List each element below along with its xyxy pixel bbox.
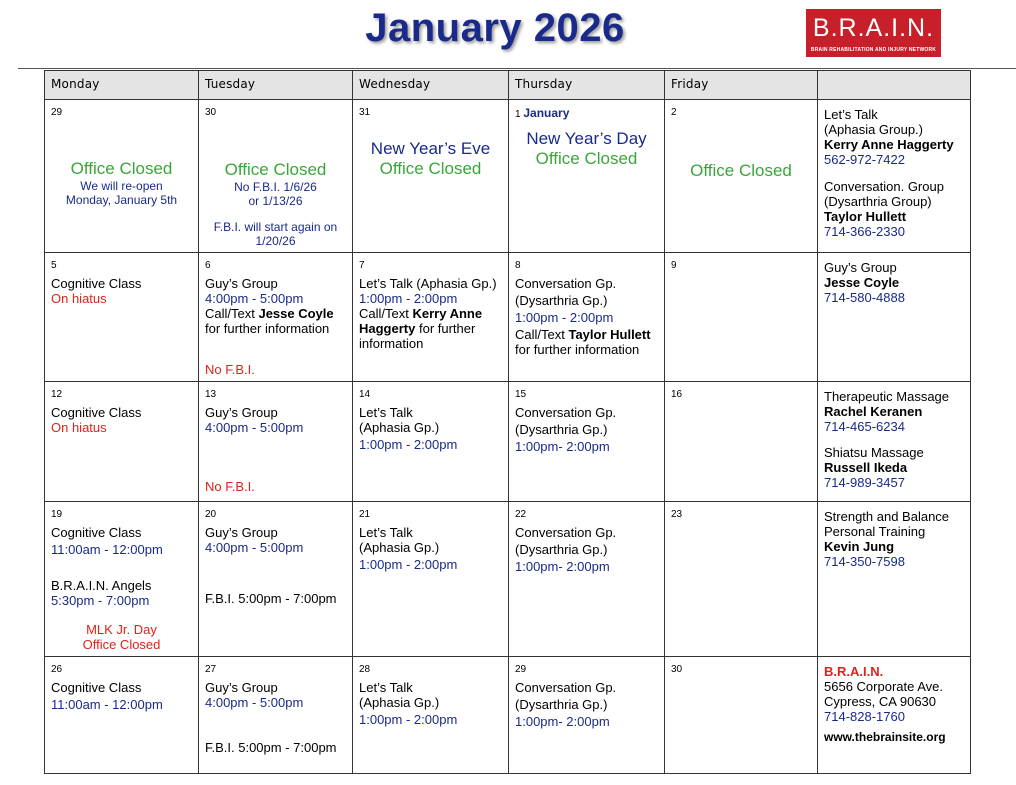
day-cell-jan-5 [45,253,199,382]
event-title: Let’s Talk [359,405,413,420]
event-time: 11:00am - 12:00pm [51,542,163,557]
day-number: 21 [359,509,371,520]
day-number: 31 [359,107,371,118]
reopen-date: Monday, January 5th [65,193,178,207]
program-name: Shiatsu Massage [824,445,924,460]
program-subtitle: Personal Training [824,524,926,539]
event-status: On hiatus [51,420,107,435]
day-cell-jan-8 [509,253,665,382]
side-cell-week-1 [818,100,971,253]
fbi-status: No F.B.I. [205,362,255,377]
event-time: 1:00pm- 2:00pm [515,439,610,454]
event-title: Conversation Gp. [515,405,617,420]
org-phone: 714-828-1760 [824,709,905,724]
event-title: Conversation Gp. [515,276,617,291]
org-address-street: 5656 Corporate Ave. [824,679,944,694]
event-time: 4:00pm - 5:00pm [205,291,304,306]
contact-name: Kevin Jung [824,539,895,554]
event-subtitle: (Dysarthria Gp.) [515,293,608,308]
day-number: 15 [515,389,527,400]
office-closed-label: Office Closed [690,161,792,180]
day-number: 16 [671,389,683,400]
office-closed-label: Office Closed [70,159,173,178]
day-cell-jan-2 [665,100,818,253]
fbi-time: F.B.I. 5:00pm - 7:00pm [205,591,337,606]
day-cell-jan-21 [353,502,509,657]
day-cell-jan-22 [509,502,665,657]
event-status: On hiatus [51,291,107,306]
brain-logo [806,9,941,57]
contact-name: Kerry Anne [412,306,483,321]
day-number: 30 [205,107,217,118]
fbi-time: F.B.I. 5:00pm - 7:00pm [205,740,337,755]
day-cell-jan-7 [353,253,509,382]
header-side [818,71,971,100]
day-number: 26 [51,664,63,675]
day-cell-jan-16 [665,382,818,502]
day-cell-jan-1 [509,100,665,253]
contact-suffix: for further information [515,342,640,357]
day-number: 6 [205,260,211,271]
day-cell-jan-6 [199,253,353,382]
event-title-2: B.R.A.I.N. Angels [51,578,152,593]
day-number: 29 [51,107,63,118]
header-monday: Monday [45,71,199,100]
event-subtitle: (Aphasia Gp.) [359,420,440,435]
day-cell-jan-23 [665,502,818,657]
day-number: 13 [205,389,217,400]
logo-mark: B.R.A.I.N. [812,14,935,42]
day-number: 2 [671,107,677,118]
day-number: 12 [51,389,63,400]
fbi-status: No F.B.I. [205,479,255,494]
fbi-note-2: or 1/13/26 [248,194,303,208]
day-number: 7 [359,260,365,271]
contact-suffix-2: information [359,336,424,351]
contact-name: Jesse Coyle [258,306,334,321]
contact-prefix: Call/Text [359,306,413,321]
program-name: Let’s Talk [824,107,878,122]
contact-phone: 714-350-7598 [824,554,905,569]
side-cell-week-2 [818,253,971,382]
day-cell-jan-29 [509,657,665,774]
side-cell-week-3 [818,382,971,502]
office-closed-label: Office Closed [82,637,161,652]
contact-phone: 714-366-2330 [824,224,905,239]
day-number: 22 [515,509,527,520]
office-closed-label: Office Closed [535,149,638,168]
day-cell-jan-9 [665,253,818,382]
program-name: Strength and Balance [824,509,950,524]
office-closed-label: Office Closed [379,159,482,178]
event-title: Let’s Talk [359,525,413,540]
contact-name: Russell Ikeda [824,460,908,475]
event-time: 1:00pm- 2:00pm [515,714,610,729]
day-cell-jan-26 [45,657,199,774]
contact-prefix: Call/Text [515,327,569,342]
day-cell-jan-13 [199,382,353,502]
program-name: Therapeutic Massage [824,389,950,404]
header-tuesday: Tuesday [199,71,353,100]
day-number: 9 [671,260,677,271]
header-divider [18,68,1016,69]
holiday-name: New Year’s Day [526,129,647,148]
org-address-city: Cypress, CA 90630 [824,694,937,709]
contact-name: Taylor Hullett [824,209,907,224]
day-number: 23 [671,509,683,520]
contact-line [515,327,658,342]
week-row-3 [45,382,971,502]
office-closed-label: Office Closed [224,160,327,179]
day-cell-dec-30 [199,100,353,253]
event-subtitle: (Aphasia Gp.) [359,695,440,710]
contact-line [359,306,502,321]
day-cell-jan-20 [199,502,353,657]
day-cell-jan-28 [353,657,509,774]
day-cell-jan-12 [45,382,199,502]
event-subtitle: (Aphasia Gp.) [359,540,440,555]
event-time: 4:00pm - 5:00pm [205,420,304,435]
day-cell-jan-30 [665,657,818,774]
day-number: 29 [515,664,527,675]
month-label: January [523,106,570,120]
header-friday: Friday [665,71,818,100]
event-title: Let’s Talk [359,680,413,695]
program-name: Conversation. Group [824,179,944,194]
calendar-grid [44,70,971,774]
day-number: 19 [51,509,63,520]
event-title: Cognitive Class [51,680,142,695]
contact-suffix: for further information [205,321,330,336]
logo-subtitle: BRAIN REHABILITATION AND INJURY NETWORK [810,47,937,53]
contact-name-2: Haggerty [359,321,416,336]
day-cell-dec-31 [353,100,509,253]
contact-name: Kerry Anne Haggerty [824,137,954,152]
contact-phone: 714-989-3457 [824,475,905,490]
contact-phone: 714-580-4888 [824,290,905,305]
day-cell-jan-19 [45,502,199,657]
event-title: Guy’s Group [205,276,278,291]
contact-name: Taylor Hullett [568,327,651,342]
event-title: Conversation Gp. [515,525,617,540]
contact-phone: 562-972-7422 [824,152,905,167]
week-row-4 [45,502,971,657]
event-time: 1:00pm- 2:00pm [515,559,610,574]
weekday-header-row [45,71,971,100]
fbi-note-1: No F.B.I. 1/6/26 [234,180,317,194]
day-number: 30 [671,664,683,675]
org-website-link[interactable]: www.thebrainsite.org [824,730,946,744]
event-title: Guy’s Group [205,525,278,540]
header-wednesday: Wednesday [353,71,509,100]
week-row-2 [45,253,971,382]
event-title: Guy’s Group [205,680,278,695]
side-cell-week-5 [818,657,971,774]
event-time: 4:00pm - 5:00pm [205,540,304,555]
contact-line-2 [359,321,502,336]
day-cell-dec-29 [45,100,199,253]
event-title: Cognitive Class [51,276,142,291]
day-cell-jan-14 [353,382,509,502]
day-number: 27 [205,664,217,675]
fbi-restart-date: 1/20/26 [255,234,296,248]
day-cell-jan-15 [509,382,665,502]
event-title: Cognitive Class [51,405,142,420]
side-cell-week-4 [818,502,971,657]
event-time: 11:00am - 12:00pm [51,697,163,712]
contact-name: Rachel Keranen [824,404,923,419]
contact-suffix: for further [415,321,476,336]
contact-phone: 714-465-6234 [824,419,905,434]
event-time: 4:00pm - 5:00pm [205,695,304,710]
event-subtitle: (Dysarthria Gp.) [515,697,608,712]
day-number [515,107,658,121]
contact-name: Jesse Coyle [824,275,900,290]
event-time: 1:00pm - 2:00pm [515,310,614,325]
contact-prefix: Call/Text [205,306,259,321]
page-title: January 2026 [365,6,625,50]
event-title: Guy’s Group [205,405,278,420]
event-time-2: 5:30pm - 7:00pm [51,593,150,608]
week-row-1 [45,100,971,253]
org-name: B.R.A.I.N. [824,664,884,679]
event-subtitle: (Dysarthria Gp.) [515,542,608,557]
day-cell-jan-27 [199,657,353,774]
fbi-restart-note: F.B.I. will start again on [213,220,338,234]
event-title: Cognitive Class [51,525,142,540]
header-thursday: Thursday [509,71,665,100]
event-time: 1:00pm - 2:00pm [359,291,458,306]
day-number: 14 [359,389,371,400]
contact-line [205,306,346,321]
program-subtitle: (Aphasia Group.) [824,122,923,137]
event-time: 1:00pm - 2:00pm [359,557,458,572]
event-title: Conversation Gp. [515,680,617,695]
program-name: Guy’s Group [824,260,897,275]
event-time: 1:00pm - 2:00pm [359,437,458,452]
holiday-name: New Year’s Eve [370,139,491,158]
event-title: Let’s Talk (Aphasia Gp.) [359,276,497,291]
day-number: 8 [515,260,521,271]
program-subtitle: (Dysarthria Group) [824,194,932,209]
day-number-value: 1 [515,109,521,120]
reopen-note: We will re-open [80,179,163,193]
week-row-5 [45,657,971,774]
day-number: 20 [205,509,217,520]
event-subtitle: (Dysarthria Gp.) [515,422,608,437]
event-time: 1:00pm - 2:00pm [359,712,458,727]
day-number: 5 [51,260,57,271]
day-number: 28 [359,664,371,675]
holiday-name: MLK Jr. Day [86,622,157,637]
